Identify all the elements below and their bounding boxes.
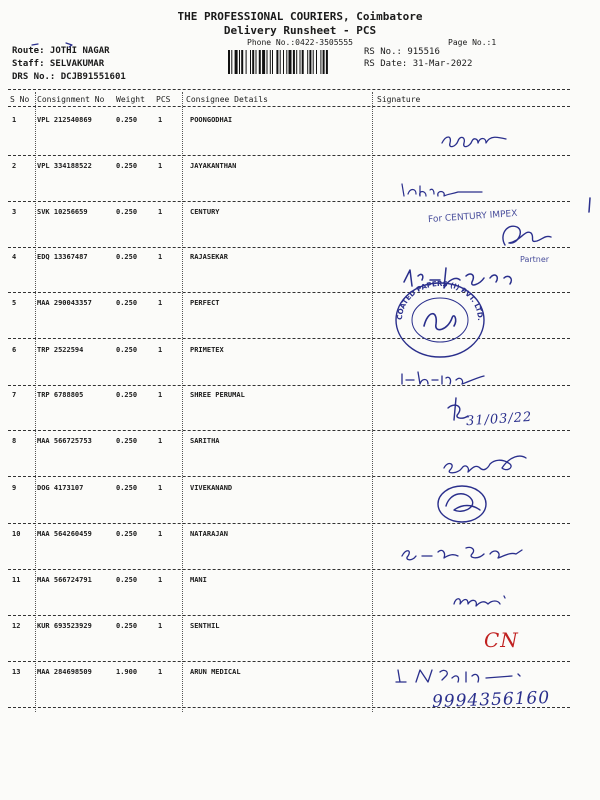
signature-10 bbox=[398, 542, 538, 566]
barcode-bar bbox=[241, 50, 243, 74]
signature-13 bbox=[394, 664, 544, 688]
cell-consignee: PRIMETEX bbox=[190, 346, 224, 354]
cell-consignee: SARITHA bbox=[190, 437, 220, 445]
cell-weight: 0.250 bbox=[116, 437, 138, 445]
cell-sno: 2 bbox=[12, 162, 17, 170]
cell-weight: 0.250 bbox=[116, 299, 138, 307]
barcode-bar bbox=[231, 50, 232, 74]
stamp-partner: Partner bbox=[520, 255, 550, 264]
cell-consignee: ARUN MEDICAL bbox=[190, 668, 241, 676]
cell-consignee: CENTURY bbox=[190, 208, 220, 216]
barcode-bar bbox=[309, 50, 311, 74]
barcode-bar bbox=[289, 50, 292, 74]
signature-6 bbox=[398, 368, 488, 388]
barcode-bar bbox=[326, 50, 328, 74]
runsheet-title: Delivery Runsheet - PCS bbox=[223, 24, 377, 37]
barcode-bar bbox=[256, 50, 257, 74]
cell-consignment: EDQ 13367487 bbox=[37, 253, 88, 261]
header-rule-top bbox=[8, 89, 570, 90]
cell-sno: 11 bbox=[12, 576, 21, 584]
barcode-bar bbox=[293, 50, 295, 74]
stamp-company: For CENTURY IMPEX bbox=[427, 208, 518, 226]
col-divider bbox=[372, 92, 373, 712]
cell-sno: 3 bbox=[12, 208, 17, 216]
cell-sno: 13 bbox=[12, 668, 21, 676]
cell-pcs: 1 bbox=[158, 391, 163, 399]
staff-label: Staff: SELVAKUMAR bbox=[12, 59, 105, 69]
cell-pcs: 1 bbox=[158, 208, 163, 216]
cell-consignment: TRP 6788805 bbox=[37, 391, 84, 399]
cell-consignment: MAA 566725753 bbox=[37, 437, 92, 445]
route-label: Route: JOTHI NAGAR bbox=[12, 46, 110, 56]
barcode-bar bbox=[320, 50, 321, 74]
date-note: 31/03/22 bbox=[465, 409, 533, 430]
barcode-bar bbox=[267, 50, 268, 74]
cell-weight: 0.250 bbox=[116, 622, 138, 630]
ink-dots bbox=[30, 40, 80, 50]
cell-sno: 5 bbox=[12, 299, 17, 307]
col-pcs: PCS bbox=[156, 95, 171, 104]
cell-consignee: VIVEKANAND bbox=[190, 484, 233, 492]
rs-number: RS No.: 915516 bbox=[364, 47, 440, 57]
cell-consignment: TRP 2522594 bbox=[37, 346, 84, 354]
barcode-bar bbox=[302, 50, 304, 74]
phone-note: 9994356160 bbox=[431, 687, 551, 713]
signature-8 bbox=[440, 450, 530, 480]
barcode-bar bbox=[276, 50, 278, 74]
page-number: Page No.:1 bbox=[448, 38, 497, 47]
cell-consignee: NATARAJAN bbox=[190, 530, 228, 538]
cell-pcs: 1 bbox=[158, 346, 163, 354]
cell-pcs: 1 bbox=[158, 668, 163, 676]
cell-consignment: VPL 212540869 bbox=[37, 116, 92, 124]
barcode-bar bbox=[259, 50, 261, 74]
cell-consignee: MANI bbox=[190, 576, 207, 584]
row-separator bbox=[8, 615, 570, 616]
cell-consignee: SENTHIL bbox=[190, 622, 220, 630]
col-consignment: Consignment No bbox=[37, 95, 105, 104]
barcode-bar bbox=[272, 50, 273, 74]
cell-weight: 0.250 bbox=[116, 484, 138, 492]
cell-pcs: 1 bbox=[158, 622, 163, 630]
row-separator bbox=[8, 661, 570, 662]
cell-sno: 1 bbox=[12, 116, 17, 124]
seal-text: COATED PAPERS (I) PVT. LTD. bbox=[395, 279, 485, 321]
col-divider bbox=[35, 92, 36, 712]
signature-9 bbox=[432, 480, 492, 525]
cell-pcs: 1 bbox=[158, 253, 163, 261]
cell-sno: 4 bbox=[12, 253, 17, 261]
cell-weight: 0.250 bbox=[116, 208, 138, 216]
cell-pcs: 1 bbox=[158, 116, 163, 124]
cell-sno: 8 bbox=[12, 437, 17, 445]
signature-1 bbox=[440, 125, 510, 155]
cell-weight: 0.250 bbox=[116, 391, 138, 399]
cell-consignment: MAA 566724791 bbox=[37, 576, 92, 584]
company-title: THE PROFESSIONAL COURIERS, Coimbatore bbox=[177, 10, 423, 23]
row-separator bbox=[8, 155, 570, 156]
row-separator bbox=[8, 569, 570, 570]
row-separator bbox=[8, 430, 570, 431]
barcode-bar bbox=[286, 50, 287, 74]
red-mark: CN bbox=[484, 628, 519, 652]
col-sno: S No bbox=[10, 95, 30, 104]
cell-sno: 6 bbox=[12, 346, 17, 354]
cell-weight: 0.250 bbox=[116, 346, 138, 354]
edge-mark bbox=[586, 196, 596, 216]
signature-6-text bbox=[1, 1, 2, 2]
cell-consignment: VPL 334188522 bbox=[37, 162, 92, 170]
barcode-bar bbox=[316, 50, 317, 74]
barcode-bar bbox=[262, 50, 265, 74]
barcode-bar bbox=[239, 50, 240, 74]
barcode-bar bbox=[296, 50, 297, 74]
drs-number: DRS No.: DCJB91551601 bbox=[12, 72, 126, 82]
row-separator bbox=[8, 247, 570, 248]
cell-weight: 0.250 bbox=[116, 576, 138, 584]
cell-consignment: SVK 10256659 bbox=[37, 208, 88, 216]
cell-weight: 0.250 bbox=[116, 530, 138, 538]
signature-11 bbox=[450, 590, 510, 610]
phone-number: Phone No.:0422-3505555 bbox=[247, 38, 353, 47]
company-seal bbox=[392, 280, 488, 360]
cell-consignment: DOG 4173107 bbox=[37, 484, 84, 492]
cell-pcs: 1 bbox=[158, 530, 163, 538]
barcode-bar bbox=[252, 50, 254, 74]
cell-consignment: MAA 290043357 bbox=[37, 299, 92, 307]
rs-date: RS Date: 31-Mar-2022 bbox=[364, 59, 473, 69]
barcode-bar bbox=[300, 50, 301, 74]
cell-pcs: 1 bbox=[158, 299, 163, 307]
cell-sno: 10 bbox=[12, 530, 21, 538]
col-divider bbox=[182, 92, 183, 712]
cell-weight: 0.250 bbox=[116, 116, 138, 124]
header-rule-bottom bbox=[8, 106, 570, 107]
barcode bbox=[228, 50, 362, 74]
cell-pcs: 1 bbox=[158, 437, 163, 445]
barcode-bar bbox=[250, 50, 251, 74]
cell-consignee: JAYAKANTHAN bbox=[190, 162, 237, 170]
barcode-bar bbox=[235, 50, 238, 74]
cell-consignee: RAJASEKAR bbox=[190, 253, 228, 261]
barcode-bar bbox=[323, 50, 325, 74]
signature-2 bbox=[398, 180, 488, 200]
col-signature: Signature bbox=[377, 95, 421, 104]
cell-pcs: 1 bbox=[158, 576, 163, 584]
barcode-bar bbox=[283, 50, 284, 74]
cell-consignment: KUR 693523929 bbox=[37, 622, 92, 630]
barcode-bar bbox=[270, 50, 271, 74]
cell-weight: 1.900 bbox=[116, 668, 138, 676]
barcode-bar bbox=[246, 50, 247, 74]
cell-weight: 0.250 bbox=[116, 162, 138, 170]
signature-3 bbox=[495, 215, 555, 255]
row-separator bbox=[8, 201, 570, 202]
barcode-bar bbox=[228, 50, 230, 74]
cell-sno: 7 bbox=[12, 391, 17, 399]
cell-sno: 9 bbox=[12, 484, 17, 492]
barcode-bar bbox=[280, 50, 281, 74]
col-consignee: Consignee Details bbox=[186, 95, 268, 104]
cell-weight: 0.250 bbox=[116, 253, 138, 261]
col-weight: Weight bbox=[116, 95, 145, 104]
cell-consignee: SHREE PERUMAL bbox=[190, 391, 245, 399]
cell-pcs: 1 bbox=[158, 484, 163, 492]
barcode-bar bbox=[313, 50, 314, 74]
cell-consignment: MAA 564260459 bbox=[37, 530, 92, 538]
cell-pcs: 1 bbox=[158, 162, 163, 170]
cell-sno: 12 bbox=[12, 622, 21, 630]
cell-consignment: MAA 284698509 bbox=[37, 668, 92, 676]
cell-consignee: PERFECT bbox=[190, 299, 220, 307]
barcode-bar bbox=[307, 50, 308, 74]
cell-consignee: POONGODHAI bbox=[190, 116, 233, 124]
